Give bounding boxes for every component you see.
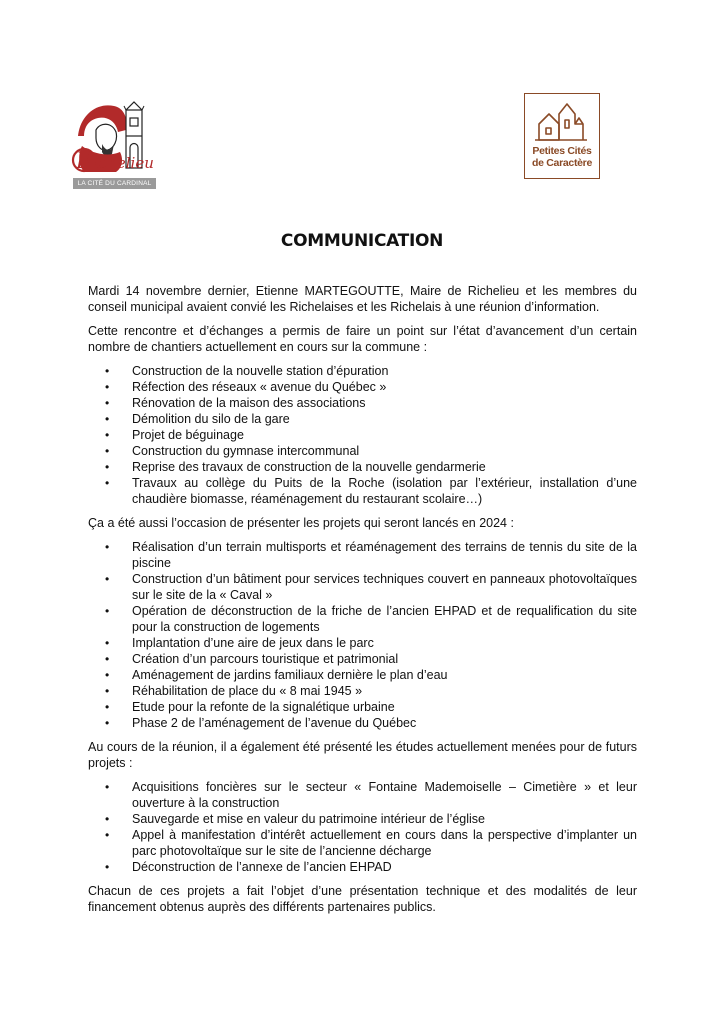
list-item: • Acquisitions foncières sur le secteur « Fontaine Mademoiselle – Cimetière » et leur ouverture à la construction — [88, 779, 637, 811]
list-item: • Reprise des travaux de construction de la nouvelle gendarmerie — [88, 459, 637, 475]
ongoing-works-list — [88, 363, 637, 507]
projects-2024-list — [88, 539, 637, 731]
petites-cites-line1: Petites Cités — [532, 145, 592, 157]
list-item: • Implantation d’une aire de jeux dans le parc — [88, 635, 637, 651]
petites-cites-logo — [524, 93, 600, 179]
richelieu-logo — [66, 96, 162, 194]
list-item: • Construction de la nouvelle station d’épuration — [88, 363, 637, 379]
section3-intro: Au cours de la réunion, il a également été présenté les études actuellement menées pour de futurs projets : — [88, 740, 637, 770]
village-houses-icon — [525, 94, 598, 144]
list-item: • Sauvegarde et mise en valeur du patrimoine intérieur de l’église — [88, 811, 637, 827]
richelieu-tagline: LA CITÉ DU CARDINAL — [73, 178, 156, 189]
list-item: • Etude pour la refonte de la signalétique urbaine — [88, 699, 637, 715]
conclusion-paragraph: Chacun de ces projets a fait l’objet d’une présentation technique et des modalités de leur financement obtenus auprès des différents partenaires publics. — [88, 884, 637, 914]
list-item: • Opération de déconstruction de la friche de l’ancien EHPAD et de requalification du site pour la construction de logements — [88, 603, 637, 635]
list-item: • Appel à manifestation d’intérêt actuellement en cours dans la perspective d’implanter un parc photovoltaïque sur le site de l’ancienne décharge — [88, 827, 637, 859]
richelieu-wordmark — [70, 144, 162, 174]
svg-text:R: R — [76, 149, 93, 174]
section1-intro: Cette rencontre et d’échanges a permis de faire un point sur l’état d’avancement d’un certain nombre de chantiers actuellement en cours sur la commune : — [88, 324, 637, 354]
intro-paragraph: Mardi 14 novembre dernier, Etienne MARTEGOUTTE, Maire de Richelieu et les membres du conseil municipal avaient convié les Richelaises et les Richelais à une réunion d’information. — [88, 284, 637, 314]
list-item: • Réalisation d’un terrain multisports et réaménagement des terrains de tennis du site de la piscine — [88, 539, 637, 571]
list-item: • Déconstruction de l’annexe de l’ancien EHPAD — [88, 859, 637, 875]
section2-intro: Ça a été aussi l’occasion de présenter les projets qui seront lancés en 2024 : — [88, 516, 514, 530]
list-item: • Démolition du silo de la gare — [88, 411, 637, 427]
list-item: • Création d’un parcours touristique et patrimonial — [88, 651, 637, 667]
list-item: • Construction d’un bâtiment pour services techniques couvert en panneaux photovoltaïques sur le site de la « Caval » — [88, 571, 637, 603]
list-item: • Réfection des réseaux « avenue du Québec » — [88, 379, 637, 395]
future-studies-list — [88, 779, 637, 875]
list-item: • Aménagement de jardins familiaux dernière le plan d’eau — [88, 667, 637, 683]
page-title: COMMUNICATION — [280, 231, 444, 251]
list-item: • Phase 2 de l’aménagement de l’avenue du Québec — [88, 715, 637, 731]
list-item: • Rénovation de la maison des associations — [88, 395, 637, 411]
svg-text:ichelieu: ichelieu — [94, 154, 154, 172]
list-item: • Réhabilitation de place du « 8 mai 1945 » — [88, 683, 637, 699]
list-item: • Projet de béguinage — [88, 427, 637, 443]
petites-cites-line2: de Caractère — [531, 157, 593, 169]
list-item: • Travaux au collège du Puits de la Roche (isolation par l’extérieur, installation d’une chaudière biomasse, réaménagement du restaurant scolaire…) — [88, 475, 637, 507]
document-body — [88, 283, 637, 923]
petites-cites-name — [525, 145, 599, 169]
list-item: • Construction du gymnase intercommunal — [88, 443, 637, 459]
